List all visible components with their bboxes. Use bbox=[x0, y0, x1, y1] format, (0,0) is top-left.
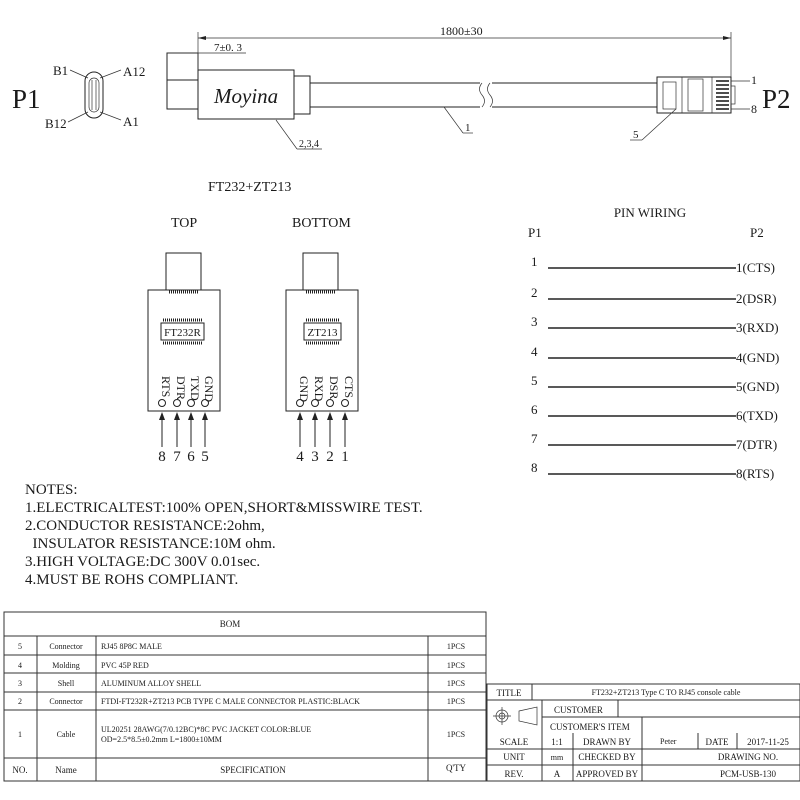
unit-value: mm bbox=[550, 753, 564, 762]
pcb-pin-number: 6 bbox=[187, 449, 195, 465]
approved-by-label: APPROVED BY bbox=[575, 769, 639, 779]
bom-row bbox=[18, 725, 465, 744]
unit-label: UNIT bbox=[503, 752, 525, 762]
typec-port-icon bbox=[68, 70, 121, 122]
callout-cable: 1 bbox=[465, 122, 471, 134]
cable-assembly-drawing bbox=[12, 24, 791, 150]
pcb-pin-number: 3 bbox=[311, 449, 319, 465]
bom-no: 2 bbox=[18, 697, 22, 706]
bom-name: Molding bbox=[52, 661, 80, 670]
dimension-length-label: 1800±30 bbox=[440, 24, 483, 38]
pcb-pin-number: 5 bbox=[201, 449, 209, 465]
chip-ft232r: FT232R bbox=[164, 327, 201, 339]
wiring-p2-pin: 6(TXD) bbox=[736, 408, 778, 423]
rj45-pin-1-label: 1 bbox=[751, 73, 757, 87]
wiring-p1-pin: 1 bbox=[531, 254, 538, 269]
bom-name: Shell bbox=[57, 679, 75, 688]
pcb-signal-label: CTS bbox=[342, 376, 356, 399]
note-line: 3.HIGH VOLTAGE:DC 300V 0.01sec. bbox=[25, 554, 261, 570]
arrowhead-icon bbox=[188, 412, 194, 420]
brand-label: Moyina bbox=[214, 84, 279, 108]
bom-no: 1 bbox=[18, 730, 22, 739]
wiring-p1-pin: 5 bbox=[531, 373, 538, 388]
wiring-p1-pin: 8 bbox=[531, 460, 538, 475]
bom-spec: ALUMINUM ALLOY SHELL bbox=[101, 679, 202, 688]
bom-name: Connector bbox=[49, 642, 83, 651]
bom-qty: 1PCS bbox=[446, 697, 466, 706]
pcb-signal-label: DTR bbox=[174, 376, 188, 400]
pcb-signal-label: RXD bbox=[312, 376, 326, 402]
callout-shell: 2,3,4 bbox=[299, 139, 319, 150]
arrowhead-icon bbox=[159, 412, 165, 420]
pcb-signal-label: GND bbox=[202, 376, 216, 402]
wiring-p1-pin: 4 bbox=[531, 344, 538, 359]
pin-label-a12: A12 bbox=[123, 64, 146, 79]
pcb-pins bbox=[158, 376, 356, 465]
scale-value: 1:1 bbox=[551, 737, 563, 747]
drawn-by-value: Peter bbox=[660, 737, 677, 746]
wiring-p2-pin: 8(RTS) bbox=[736, 466, 775, 481]
pin-wiring-table bbox=[531, 254, 779, 481]
bom-spec-line2: OD=2.5*8.5±0.2mm L=1800±10MM bbox=[101, 735, 222, 744]
bom-spec: RJ45 8P8C MALE bbox=[101, 642, 162, 651]
bom-qty: 1PCS bbox=[446, 679, 466, 688]
bom-qty: 1PCS bbox=[446, 642, 466, 651]
bom-name: Cable bbox=[56, 730, 76, 739]
drawing-no-value: PCM-USB-130 bbox=[719, 769, 777, 779]
rev-value: A bbox=[553, 769, 561, 779]
pcb-pin-number: 8 bbox=[158, 449, 166, 465]
pcb-signal-label: GND bbox=[297, 376, 311, 402]
wiring-row bbox=[531, 431, 777, 452]
bottom-view-label: BOTTOM bbox=[292, 216, 351, 231]
wiring-p1-pin: 2 bbox=[531, 285, 538, 300]
wiring-row bbox=[531, 314, 779, 335]
customer-label: CUSTOMER bbox=[554, 705, 603, 715]
pin-label-b12: B12 bbox=[45, 116, 67, 131]
notes bbox=[25, 482, 423, 588]
rev-label: REV. bbox=[504, 769, 524, 779]
cable bbox=[310, 83, 657, 107]
drawing-no-label: DRAWING NO. bbox=[717, 752, 779, 762]
wiring-row bbox=[531, 373, 779, 394]
arrowhead-icon bbox=[312, 412, 318, 420]
title-block bbox=[487, 684, 800, 781]
bom-row bbox=[18, 697, 465, 706]
pin-wiring-title: PIN WIRING bbox=[613, 205, 687, 220]
notes-title: NOTES: bbox=[25, 482, 78, 498]
wiring-row bbox=[531, 285, 776, 306]
arrowhead-icon bbox=[342, 412, 348, 420]
wiring-row bbox=[531, 344, 779, 365]
bom-row bbox=[18, 679, 465, 688]
date-label: DATE bbox=[705, 737, 729, 747]
checked-by-label: CHECKED BY bbox=[578, 752, 636, 762]
bom-no: 3 bbox=[18, 679, 22, 688]
pcb-signal-label: RTS bbox=[159, 376, 173, 398]
arrowhead-icon bbox=[297, 412, 303, 420]
arrowhead-icon bbox=[174, 412, 180, 420]
scale-label: SCALE bbox=[499, 737, 529, 747]
bom-header-name: Name bbox=[55, 765, 77, 775]
wiring-row bbox=[531, 254, 775, 275]
rj45-pin-8-label: 8 bbox=[751, 102, 757, 116]
bom-table bbox=[4, 612, 486, 781]
note-line: 1.ELECTRICALTEST:100% OPEN,SHORT&MISSWIRE TEST. bbox=[25, 500, 423, 516]
pcb-signal-label: DSR bbox=[327, 376, 341, 400]
bom-header-no: NO. bbox=[12, 765, 28, 775]
callout-rj45: 5 bbox=[633, 129, 639, 141]
date-value: 2017-11-25 bbox=[747, 737, 789, 747]
note-line: INSULATOR RESISTANCE:10M ohm. bbox=[25, 536, 276, 552]
pcb-pin-number: 4 bbox=[296, 449, 304, 465]
pin-pad-icon bbox=[342, 400, 349, 407]
chip-zt213: ZT213 bbox=[307, 327, 338, 339]
p1-label: P1 bbox=[12, 84, 41, 114]
pcb-title: FT232+ZT213 bbox=[208, 180, 292, 195]
bom-row bbox=[18, 642, 465, 651]
wiring-p2-pin: 4(GND) bbox=[736, 350, 780, 365]
top-view-label: TOP bbox=[171, 216, 198, 231]
wiring-p2-pin: 3(RXD) bbox=[736, 320, 779, 335]
wiring-row bbox=[531, 402, 778, 423]
pcb-pin-number: 2 bbox=[326, 449, 334, 465]
bom-header-qty: Q'TY bbox=[445, 763, 467, 773]
bom-no: 4 bbox=[18, 661, 22, 670]
pin-pad-icon bbox=[174, 400, 181, 407]
wiring-p2-pin: 1(CTS) bbox=[736, 260, 775, 275]
pin-pad-icon bbox=[327, 400, 334, 407]
note-line: 2.CONDUCTOR RESISTANCE:2ohm, bbox=[25, 518, 265, 534]
arrowhead-icon bbox=[327, 412, 333, 420]
bom-qty: 1PCS bbox=[446, 730, 466, 739]
pcb-signal-label: TXD bbox=[188, 376, 202, 401]
bom-name: Connector bbox=[49, 697, 83, 706]
rj45-plug bbox=[657, 77, 750, 113]
arrowhead-icon bbox=[202, 412, 208, 420]
bom-spec: UL20251 28AWG(7/0.12BC)*8C PVC JACKET COLOR:BLUE bbox=[101, 725, 312, 734]
p2-label: P2 bbox=[762, 84, 791, 114]
wiring-p2-pin: 5(GND) bbox=[736, 379, 780, 394]
drawn-by-label: DRAWN BY bbox=[582, 737, 632, 747]
wiring-p2-pin: 7(DTR) bbox=[736, 437, 778, 452]
first-angle-projection-icon bbox=[493, 707, 537, 725]
bom-no: 5 bbox=[18, 642, 22, 651]
bom-qty: 1PCS bbox=[446, 661, 466, 670]
wiring-p1-pin: 6 bbox=[531, 402, 538, 417]
pin-wiring-p1-header: P1 bbox=[528, 225, 542, 240]
drawing-title: FT232+ZT213 Type C TO RJ45 console cable bbox=[591, 688, 741, 697]
note-line: 4.MUST BE ROHS COMPLIANT. bbox=[25, 572, 239, 588]
pin-label-b1: B1 bbox=[53, 63, 69, 78]
wiring-p1-pin: 7 bbox=[531, 431, 538, 446]
wiring-p1-pin: 3 bbox=[531, 314, 538, 329]
title-label: TITLE bbox=[496, 688, 522, 698]
bom-row bbox=[18, 661, 465, 670]
wiring-row bbox=[531, 460, 774, 481]
wiring-p2-pin: 2(DSR) bbox=[736, 291, 777, 306]
bom-spec: FTDI-FT232R+ZT213 PCB TYPE C MALE CONNECTOR PLASTIC:BLACK bbox=[101, 697, 360, 706]
bom-spec: PVC 45P RED bbox=[101, 661, 149, 670]
dimension-shell-label: 7±0. 3 bbox=[214, 42, 243, 54]
pin-pad-icon bbox=[159, 400, 166, 407]
pcb-pin-number: 1 bbox=[341, 449, 349, 465]
pcb-pin-number: 7 bbox=[173, 449, 181, 465]
pin-label-a1: A1 bbox=[123, 114, 139, 129]
pin-wiring-p2-header: P2 bbox=[750, 225, 764, 240]
customer-item-label: CUSTOMER'S ITEM bbox=[550, 722, 630, 732]
bom-header-spec: SPECIFICATION bbox=[220, 765, 286, 775]
bom-title: BOM bbox=[219, 619, 241, 629]
